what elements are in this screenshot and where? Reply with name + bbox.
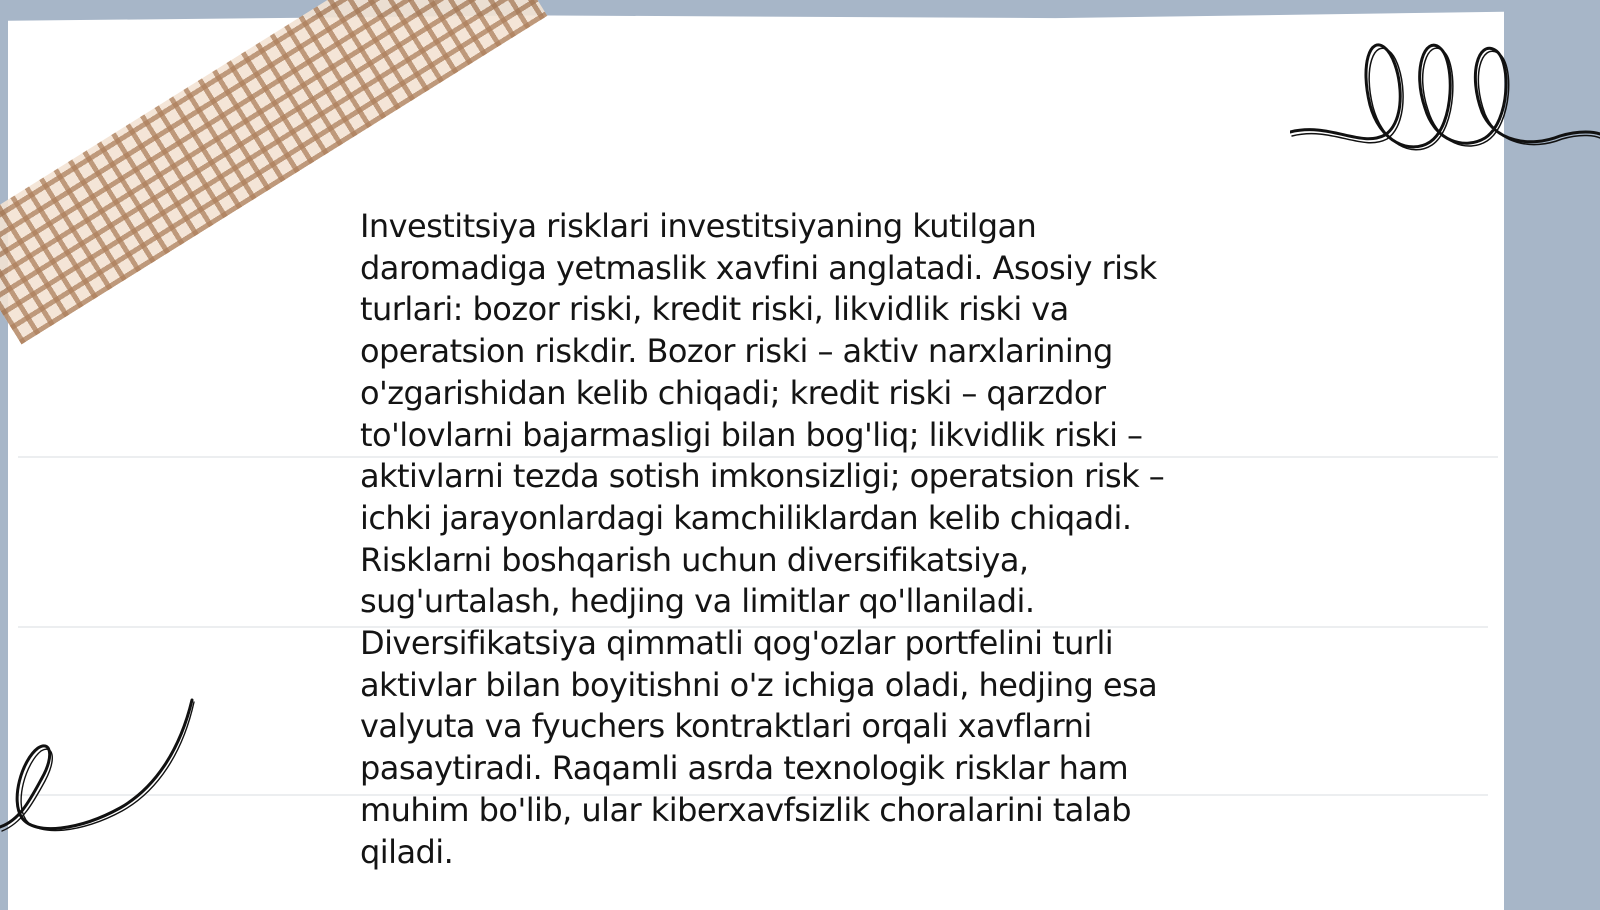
swirl-doodle bbox=[0, 690, 200, 850]
loop-scribble-doodle bbox=[1290, 30, 1600, 170]
body-paragraph: Investitsiya risklari investitsiyaning kutilgan daromadiga yetmaslik xavfini anglatadi. Asosiy risk turlari: bozor riski, kredit riski, likvidlik riski va operatsion riskdir. Bozor riski – aktiv narxlarining o'zgarishidan kelib chiqadi; kredit riski – qarzdor to'lovlarni bajarmasligi bilan bog'liq; likvidlik riski – aktivlarni tezda sotish imkonsizligi; operatsion risk – ichki jarayonlardagi kamchiliklardan kelib chiqadi. Risklarni boshqarish uchun diversifikatsiya, sug'urtalash, hedjing va limitlar qo'llaniladi. Diversifikatsiya qimmatli qog'ozlar portfelini turli aktivlar bilan boyitishni o'z ichiga oladi, hedjing esa valyuta va fyuchers kontraktlari orqali xavflarni pasaytiradi. Raqamli asrda texnologik risklar ham muhim bo'lib, ular kiberxavfsizlik choralarini talab qiladi. bbox=[360, 207, 1165, 871]
